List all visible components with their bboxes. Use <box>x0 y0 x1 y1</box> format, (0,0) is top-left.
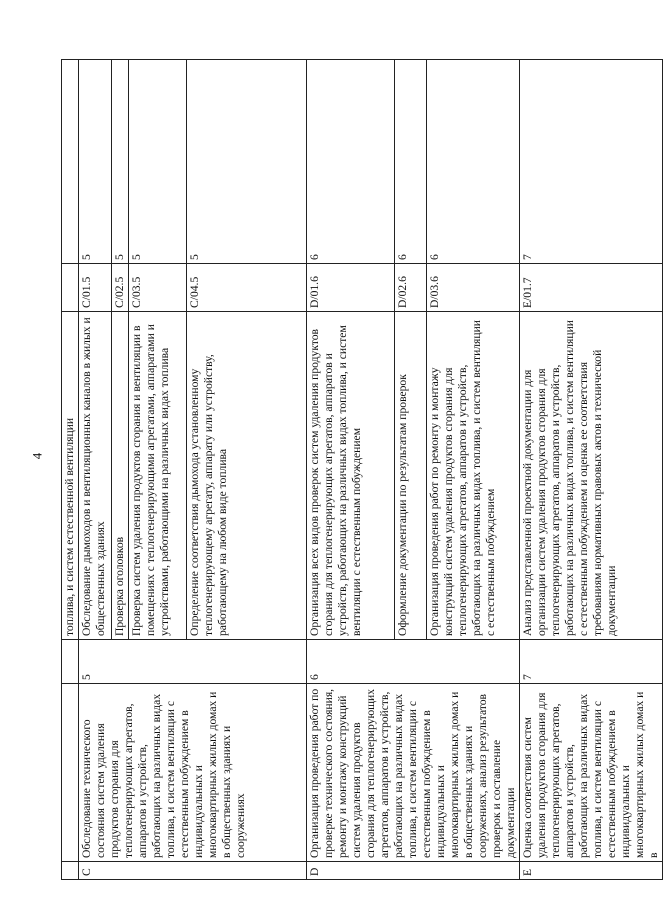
table-row <box>79 60 112 880</box>
action-cell: Определение соответствия дымохода установленному теплогенерирующему агрегату, аппарату или устройству, работающему на любом виде топлива <box>187 312 307 640</box>
table-row <box>62 60 79 880</box>
table-cell <box>62 684 79 862</box>
table-cell <box>62 264 79 312</box>
action-level-cell: 5 <box>112 60 129 264</box>
action-code-cell: D/03.6 <box>426 264 519 312</box>
table-cell <box>62 862 79 880</box>
function-name-cell: Организация проведения работ по проверке технического состояния, ремонту и монтажу конструкций систем удаления продуктов сгорания для теплогенерирующих агрегатов, аппаратов и устройств, работающих на различных видах топлива, и систем вентиляции с естественным побуждением в индивидуальных и многоквартирных жилых домах и в общественных зданиях и сооружениях, анализ результатов проверок и составление документации <box>307 684 520 862</box>
action-code-cell: E/01.7 <box>520 264 663 312</box>
action-cell: Проверка систем удаления продуктов сгорания и вентиляции в помещениях с теплогенерирующими агрегатами, аппаратами и устройствами, работающими на различных видах топлива <box>129 312 187 640</box>
action-level-cell: 6 <box>426 60 519 264</box>
level-cell: 6 <box>307 640 520 684</box>
action-level-cell: 6 <box>307 60 395 264</box>
rotated-table-container <box>61 60 660 880</box>
function-name-cell: Обследование технического состояния систем удаления продуктов сгорания для теплогенерирующих агрегатов, аппаратов и устройств, работающих на различных видах топлива, и систем вентиляции с естественным побуждением в индивидуальных и многоквартирных жилых домах и в общественных зданиях и сооружениях <box>79 684 307 862</box>
action-level-cell: 6 <box>395 60 427 264</box>
action-cell: Оформление документации по результатам проверок <box>395 312 427 640</box>
table-row <box>307 60 395 880</box>
action-cell: Обследование дымоходов и вентиляционных каналов в жилых и общественных зданиях <box>79 312 112 640</box>
table-cell <box>62 640 79 684</box>
level-cell: 7 <box>520 640 663 684</box>
action-cell: топлива, и систем естественной вентиляции <box>62 312 79 640</box>
table-row <box>520 60 663 880</box>
action-level-cell: 5 <box>187 60 307 264</box>
action-level-cell: 7 <box>520 60 663 264</box>
action-code-cell: C/01.5 <box>79 264 112 312</box>
action-cell: Анализ представленной проектной документации для организации систем удаления продуктов сгорания для теплогенерирующих агрегатов, аппаратов и устройств, работающих на различных видах топлива, и систем вентиляции с естественным побуждением и оценка ее соответствия требованиям нормативных правовых актов и технической документации <box>520 312 663 640</box>
page-number: 4 <box>29 452 45 460</box>
action-code-cell: D/02.6 <box>395 264 427 312</box>
function-name-cell: Оценка соответствия систем удаления продуктов сгорания для теплогенерирующих агрегатов, аппаратов и устройств, работающих на различных видах топлива, и систем вентиляции с естественным побуждением в индивидуальных и многоквартирных жилых домах и в <box>520 684 663 862</box>
functions-table <box>61 59 663 880</box>
action-code-cell: C/02.5 <box>112 264 129 312</box>
action-level-cell: 5 <box>129 60 187 264</box>
function-code-cell: D <box>307 862 520 880</box>
action-code-cell: D/01.6 <box>307 264 395 312</box>
level-cell: 5 <box>79 640 307 684</box>
action-level-cell: 5 <box>79 60 112 264</box>
action-code-cell: C/04.5 <box>187 264 307 312</box>
function-code-cell: C <box>79 862 307 880</box>
function-code-cell: E <box>520 862 663 880</box>
action-cell: Организация всех видов проверок систем удаления продуктов сгорания для теплогенерирующих агрегатов, аппаратов и устройств, работающих на различных видах топлива, и систем вентиляции с естественным побуждением <box>307 312 395 640</box>
action-code-cell: C/03.5 <box>129 264 187 312</box>
action-cell: Организация проведения работ по ремонту и монтажу конструкций систем удаления продуктов сгорания для теплогенерирующих агрегатов, аппаратов и устройств, работающих на различных видах топлива, и систем вентиляции с естественным побуждением <box>426 312 519 640</box>
table-cell <box>62 60 79 264</box>
action-cell: Проверка оголовков <box>112 312 129 640</box>
